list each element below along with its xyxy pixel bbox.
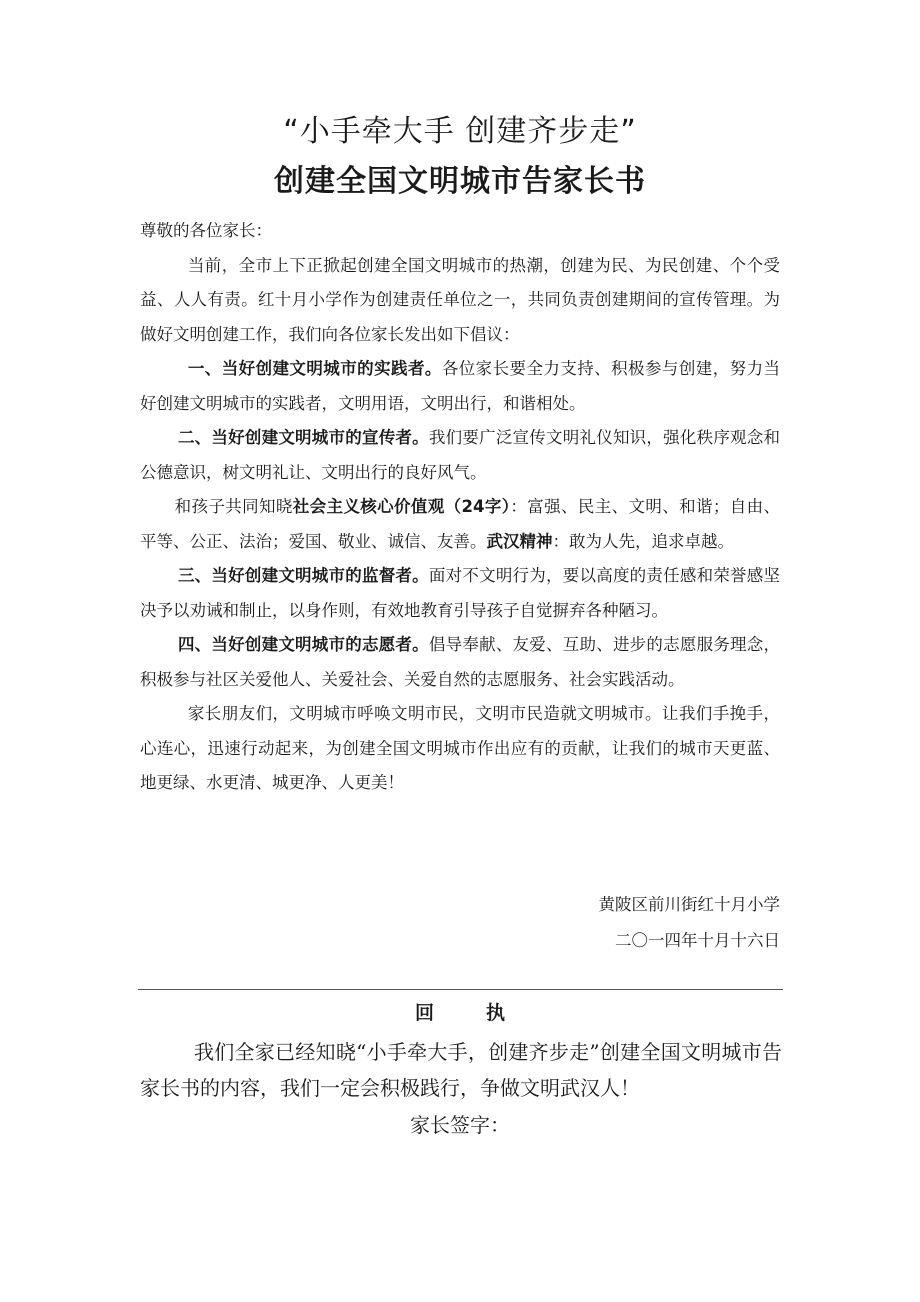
receipt-body (140, 1034, 782, 1106)
receipt-text: 我们全家已经知晓“小手牵大手，创建齐步走”创建全国文明城市告家长书的内容，我们一定会积极践行，争做文明武汉人！ (140, 1040, 782, 1100)
values-prefix: 和孩子共同知晓 (174, 497, 293, 516)
intro-paragraph: 当前，全市上下正掀起创建全国文明城市的热潮，创建为民、为民创建、个个受益、人人有责。红十月小学作为创建责任单位之一，共同负责创建期间的宣传管理。为做好文明创建工作，我们向各位家长发出如下倡议： (140, 255, 780, 344)
values-text: ：富强、民主、文明、和谐；自由、平等、公正、法治；爱国、敬业、诚信、友善。 (140, 497, 781, 551)
item3-paragraph (140, 559, 780, 628)
receipt-title: 回执 (414, 1002, 557, 1024)
item2-paragraph (140, 421, 780, 490)
values-heading: 社会主义核心价值观（24字） (292, 497, 511, 516)
cut-line-divider (138, 989, 783, 990)
item1-heading: 一、当好创建文明城市的实践者。 (187, 359, 442, 378)
parent-signature-label: 家长签字： (410, 1113, 510, 1137)
item2-heading: 二、当好创建文明城市的宣传者。 (177, 428, 429, 447)
letter-date: 二〇一四年十月十六日 (615, 931, 780, 950)
salutation: 尊敬的各位家长： (140, 221, 272, 240)
document-title-line2: 创建全国文明城市告家长书 (274, 164, 646, 199)
school-signature: 黄陂区前川街红十月小学 (598, 895, 780, 914)
item4-text: 倡导奉献、友爱、互助、进步的志愿服务理念，积极参与社区关爱他人、关爱社会、关爱自然的志愿服务、社会实践活动。 (140, 635, 781, 689)
item3-text: 面对不文明行为，要以高度的责任感和荣誉感坚决予以劝诫和制止，以身作则，有效地教育引导孩子自觉摒弃各种陋习。 (140, 566, 781, 620)
closing-paragraph: 家长朋友们，文明城市呼唤文明市民，文明市民造就文明城市。让我们手挽手，心连心，迅速行动起来，为创建全国文明城市作出应有的贡献，让我们的城市天更蓝、地更绿、水更清、城更净、人更美！ (140, 704, 780, 792)
item3-heading: 三、当好创建文明城市的监督者。 (177, 566, 429, 585)
item4-paragraph (140, 628, 780, 697)
document-title-line1: “小手牵大手 创建齐步走” (283, 114, 637, 149)
wuhan-spirit-text: ：敢为人先，追求卓越。 (552, 531, 734, 551)
wuhan-spirit-heading: 武汉精神 (486, 531, 553, 551)
item2-text: 我们要广泛宣传文明礼仪知识，强化秩序观念和公德意识，树文明礼让、文明出行的良好风气。 (140, 428, 781, 482)
item4-heading: 四、当好创建文明城市的志愿者。 (177, 635, 429, 654)
item1-text: 各位家长要全力支持、积极参与创建，努力当好创建文明城市的实践者，文明用语，文明出行，和谐相处。 (140, 359, 781, 413)
values-paragraph (140, 490, 780, 559)
item1-paragraph (140, 352, 780, 421)
letter-body (140, 214, 780, 801)
